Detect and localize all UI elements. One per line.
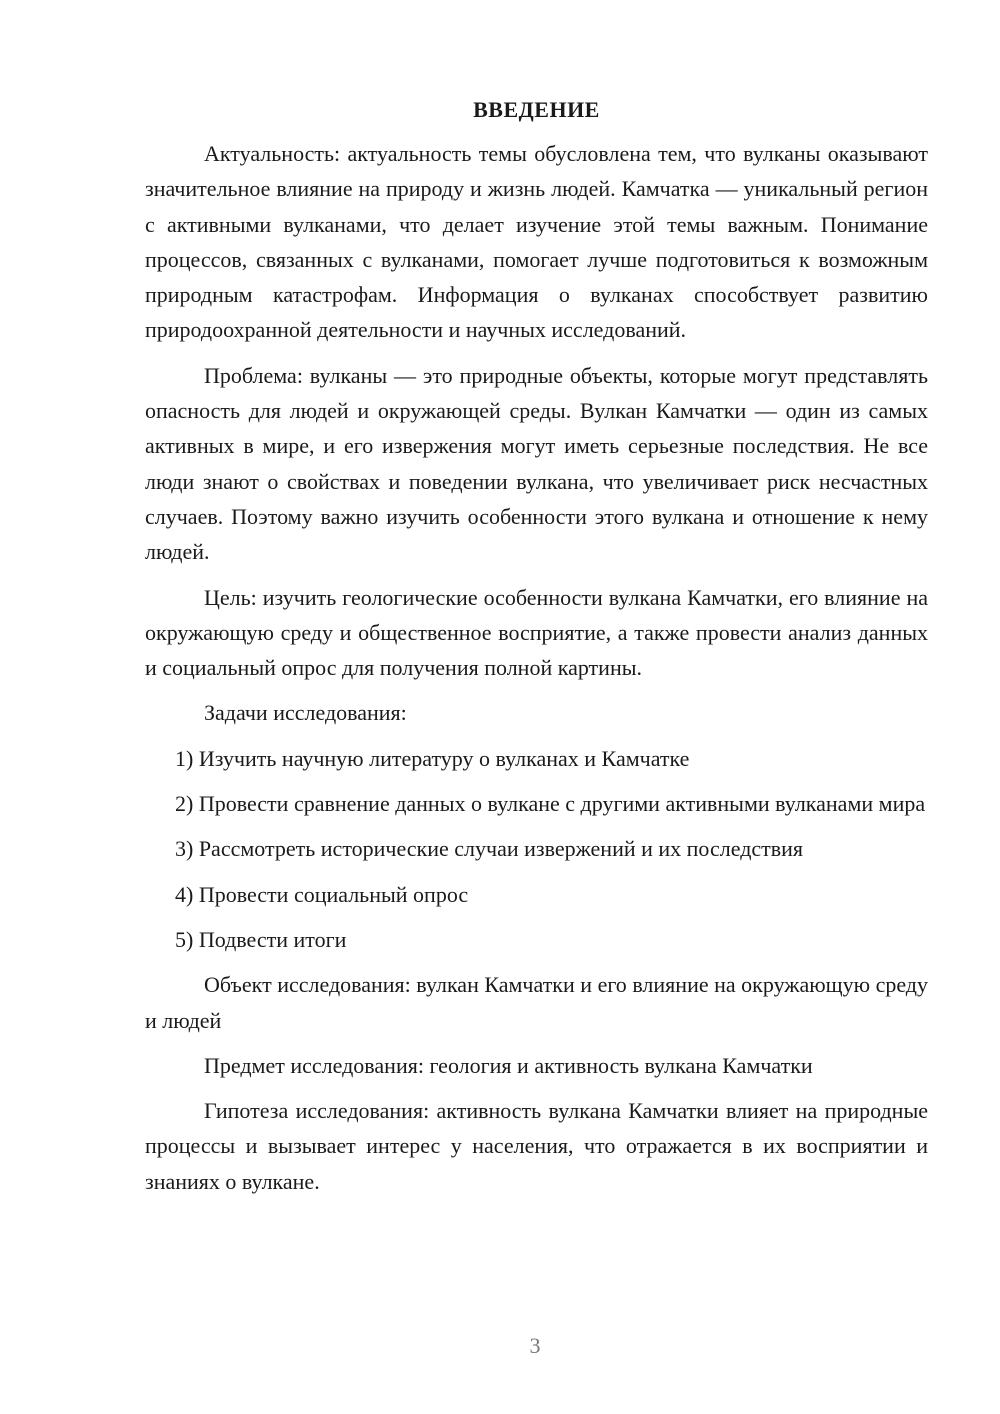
goal-paragraph: Цель: изучить геологические особенности вулкана Камчатки, его влияние на окружающую среду и общественное восприятие, а также провести анализ данных и социальный опрос для получения полной картины. [145, 584, 928, 681]
hypothesis-paragraph: Гипотеза исследования: активность вулкана Камчатки влияет на природные процессы и вызывает интерес у населения, что отражается в их восприятии и знаниях о вулкане. [145, 1098, 928, 1194]
relevance-paragraph: Актуальность: актуальность темы обусловлена тем, что вулканы оказывают значительное влияние на природу и жизнь людей. Камчатка — уникальный регион с активными вулканами, что делает изучение этой темы важным. Понимание процессов, связанных с вулканами, помогает лучше подготовиться к возможным природным катастрофам. Информация о вулканах способствует развитию природоохранной деятельности и научных исследований. [145, 141, 928, 343]
subject-paragraph: Предмет исследования: геология и активность вулкана Камчатки [204, 1052, 813, 1078]
list-item: 2) Провести сравнение данных о вулкане с другими активными вулканами мира [175, 791, 926, 817]
page-number: 3 [529, 1333, 541, 1358]
document-page [145, 92, 928, 1209]
list-item: 3) Рассмотреть исторические случаи извержений и их последствия [175, 836, 804, 862]
problem-paragraph: Проблема: вулканы — это природные объекты, которые могут представлять опасность для людей и окружающей среды. Вулкан Камчатки — один из самых активных в мире, и его извержения могут иметь серьезные последствия. Не все люди знают о свойствах и поведении вулкана, что увеличивает риск несчастных случаев. Поэтому важно изучить особенности этого вулкана и отношение к нему людей. [145, 362, 928, 565]
list-item: 5) Подвести итоги [175, 926, 347, 952]
list-item: 1) Изучить научную литературу о вулканах и Камчатке [175, 745, 690, 771]
list-item: 4) Провести социальный опрос [175, 881, 469, 907]
section-title: ВВЕДЕНИЕ [473, 97, 600, 122]
tasks-heading: Задачи исследования: [204, 700, 407, 726]
object-paragraph: Объект исследования: вулкан Камчатки и его влияние на окружающую среду и людей [145, 972, 928, 1033]
